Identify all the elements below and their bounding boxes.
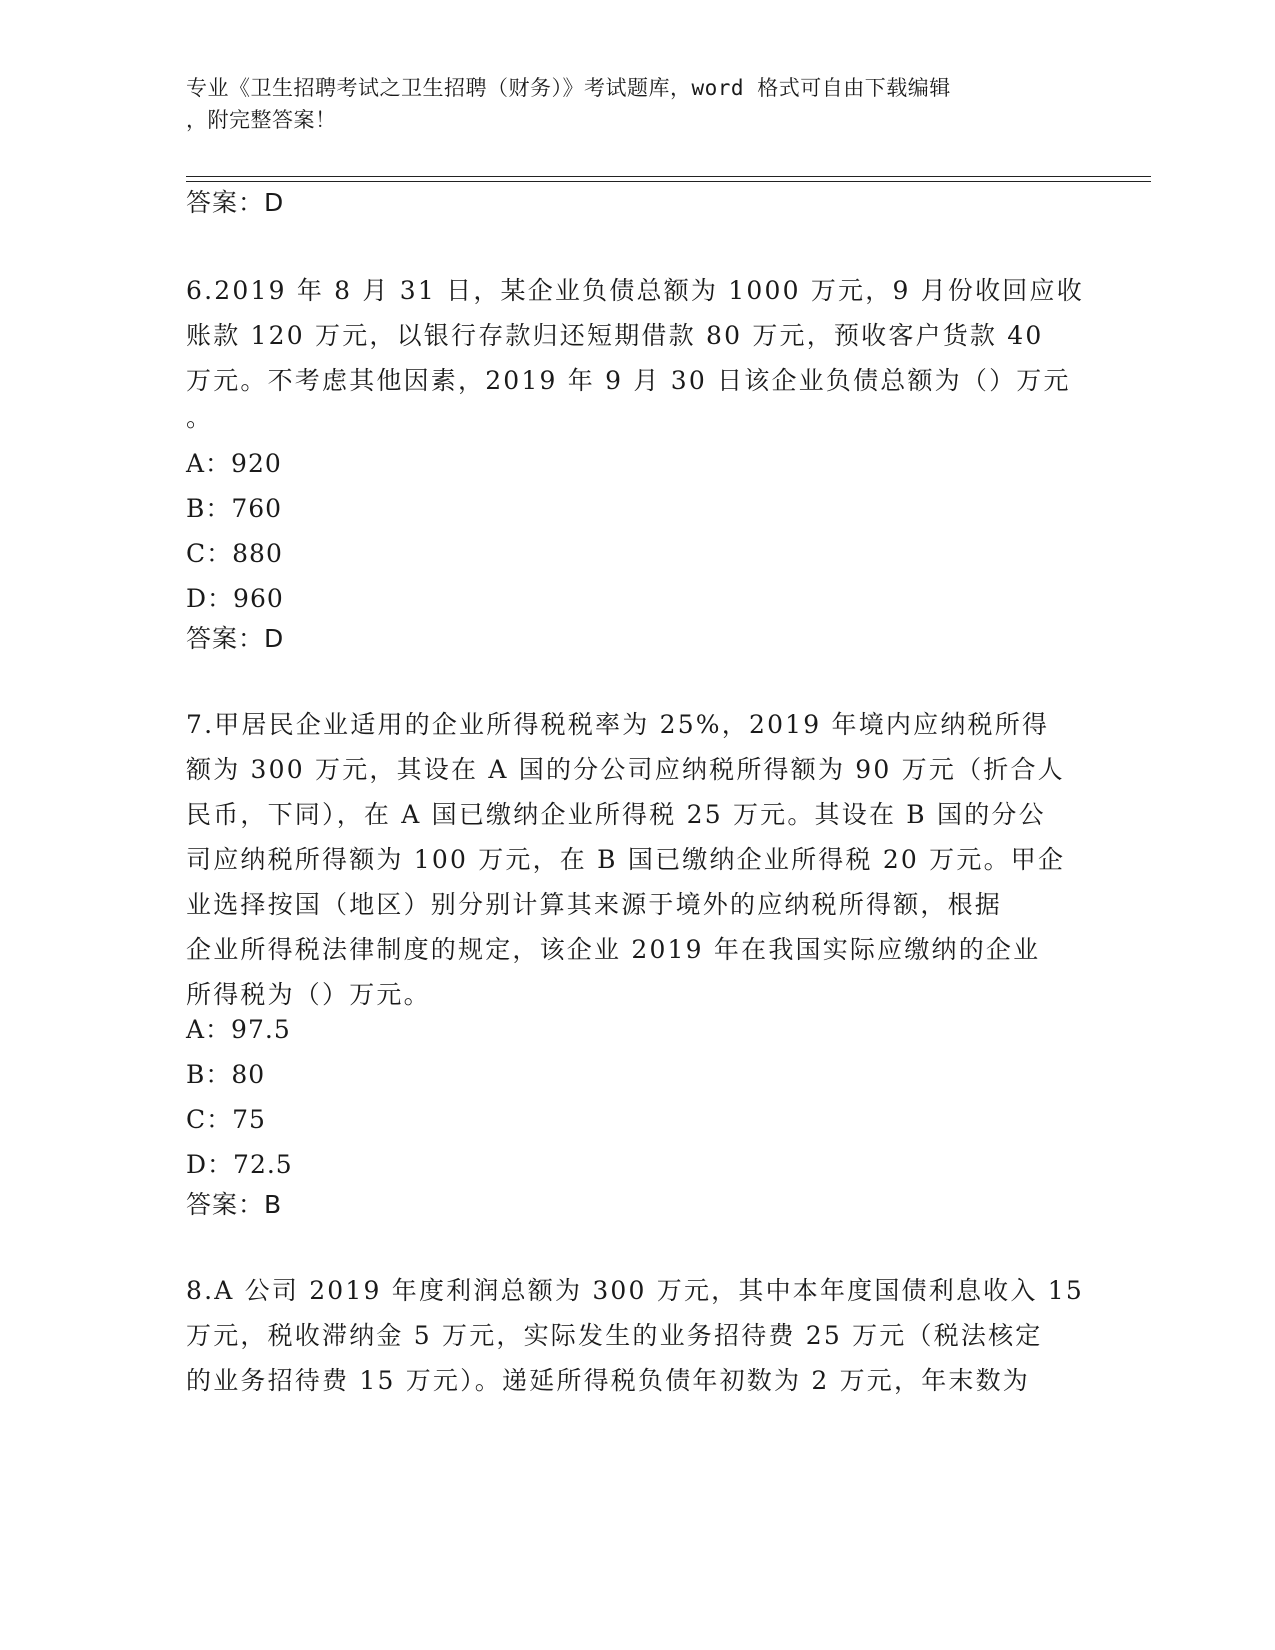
question-line: 7.甲居民企业适用的企业所得税税率为 25%，2019 年境内应纳税所得 bbox=[186, 710, 1050, 739]
header-line-2: ，附完整答案！ bbox=[186, 108, 337, 132]
option-c: C：75 bbox=[186, 1105, 266, 1134]
option-a: A：920 bbox=[186, 449, 282, 478]
option-b: B：80 bbox=[186, 1060, 266, 1089]
question-8-text bbox=[186, 1268, 1084, 1403]
question-line: 6.2019 年 8 月 31 日，某企业负债总额为 1000 万元，9 月份收回应收 bbox=[186, 276, 1084, 305]
option-d: D：72.5 bbox=[186, 1150, 293, 1179]
header-line-1: 专业《卫生招聘考试之卫生招聘（财务）》考试题库，word 格式可自由下载编辑 bbox=[186, 76, 951, 100]
option-d: D：960 bbox=[186, 584, 284, 613]
answer-label: 答案：D bbox=[186, 624, 285, 653]
question-line: 民币，下同），在 A 国已缴纳企业所得税 25 万元。其设在 B 国的分公 bbox=[186, 800, 1046, 829]
question-line: 万元。不考虑其他因素，2019 年 9 月 30 日该企业负债总额为（）万元 bbox=[186, 366, 1071, 395]
header-divider-top bbox=[186, 176, 1151, 177]
question-line: 业选择按国（地区）别分别计算其来源于境外的应纳税所得额，根据 bbox=[186, 890, 1003, 919]
answer-label: 答案：D bbox=[186, 188, 285, 217]
option-b: B：760 bbox=[186, 494, 283, 523]
page-header bbox=[186, 72, 1066, 136]
option-c: C：880 bbox=[186, 539, 283, 568]
header-divider-bottom bbox=[186, 181, 1151, 182]
question-line: 万元，税收滞纳金 5 万元，实际发生的业务招待费 25 万元（税法核定 bbox=[186, 1321, 1043, 1350]
question-line: 司应纳税所得额为 100 万元，在 B 国已缴纳企业所得税 20 万元。甲企 bbox=[186, 845, 1066, 874]
question-6-options bbox=[186, 441, 1076, 621]
option-a: A：97.5 bbox=[186, 1015, 291, 1044]
question-line: 。 bbox=[186, 403, 214, 432]
question-line: 企业所得税法律制度的规定，该企业 2019 年在我国实际应缴纳的企业 bbox=[186, 935, 1041, 964]
question-line: 8.A 公司 2019 年度利润总额为 300 万元，其中本年度国债利息收入 15 bbox=[186, 1276, 1084, 1305]
question-line: 的业务招待费 15 万元）。递延所得税负债年初数为 2 万元，年末数为 bbox=[186, 1366, 1031, 1395]
answer-label: 答案：B bbox=[186, 1190, 283, 1219]
question-6-text bbox=[186, 268, 1084, 433]
question-line: 额为 300 万元，其设在 A 国的分公司应纳税所得额为 90 万元（折合人 bbox=[186, 755, 1065, 784]
question-7-options bbox=[186, 1007, 1076, 1187]
question-line: 所得税为（）万元。 bbox=[186, 980, 431, 1009]
question-line: 账款 120 万元，以银行存款归还短期借款 80 万元，预收客户货款 40 bbox=[186, 321, 1044, 350]
question-7-text bbox=[186, 702, 1076, 1017]
